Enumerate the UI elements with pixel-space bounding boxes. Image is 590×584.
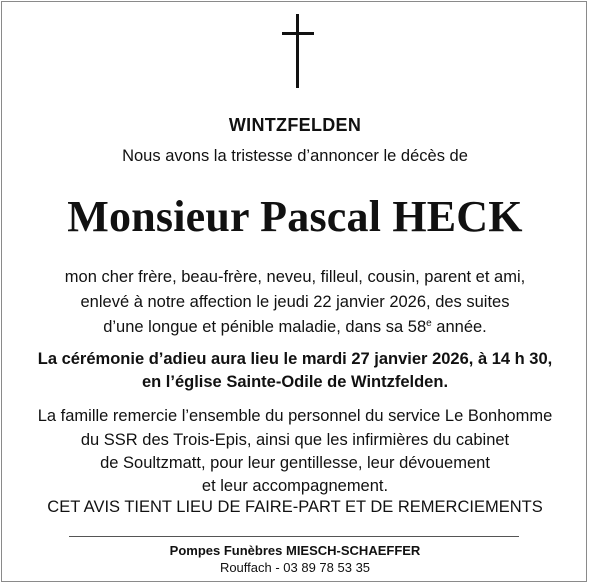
- body-line: mon cher frère, beau-frère, neveu, filleul, cousin, parent et ami,: [64, 268, 526, 286]
- thanks-line: La famille remercie l’ensemble du personnel du service Le Bonhomme: [37, 407, 553, 425]
- body-line: enlevé à notre affection le jeudi 22 janvier 2026, des suites: [80, 293, 510, 311]
- obituary-notice: [1, 1, 587, 582]
- closing-notice: CET AVIS TIENT LIEU DE FAIRE-PART ET DE REMERCIEMENTS: [47, 498, 543, 516]
- ceremony-line: La cérémonie d’adieu aura lieu le mardi 27 janvier 2026, à 14 h 30,: [37, 350, 553, 368]
- deceased-name: Monsieur Pascal HECK: [67, 192, 523, 241]
- footer-divider: [69, 536, 519, 537]
- body-line-text: d’une longue et pénible maladie, dans sa 58: [103, 318, 427, 336]
- ordinal-suffix: e: [426, 318, 432, 329]
- company-prefix: Pompes Funèbres: [169, 543, 286, 558]
- funeral-home-name: [2, 543, 588, 558]
- intro-text: Nous avons la tristesse d’annoncer le décès de: [122, 147, 468, 165]
- company-name: MIESCH-SCHAEFFER: [285, 543, 421, 558]
- funeral-home-contact: Rouffach - 03 89 78 53 35: [219, 560, 371, 575]
- thanks-line: de Soultzmatt, pour leur gentillesse, leur dévouement: [100, 454, 490, 472]
- ceremony-line: en l’église Sainte-Odile de Wintzfelden.: [141, 373, 449, 391]
- body-line-text: année.: [431, 318, 487, 336]
- thanks-line: et leur accompagnement.: [201, 477, 389, 495]
- thanks-line: du SSR des Trois-Epis, ainsi que les infirmières du cabinet: [80, 431, 510, 449]
- latin-cross-icon: [282, 14, 314, 90]
- place-heading: WINTZFELDEN: [228, 115, 362, 135]
- body-line: [2, 318, 588, 337]
